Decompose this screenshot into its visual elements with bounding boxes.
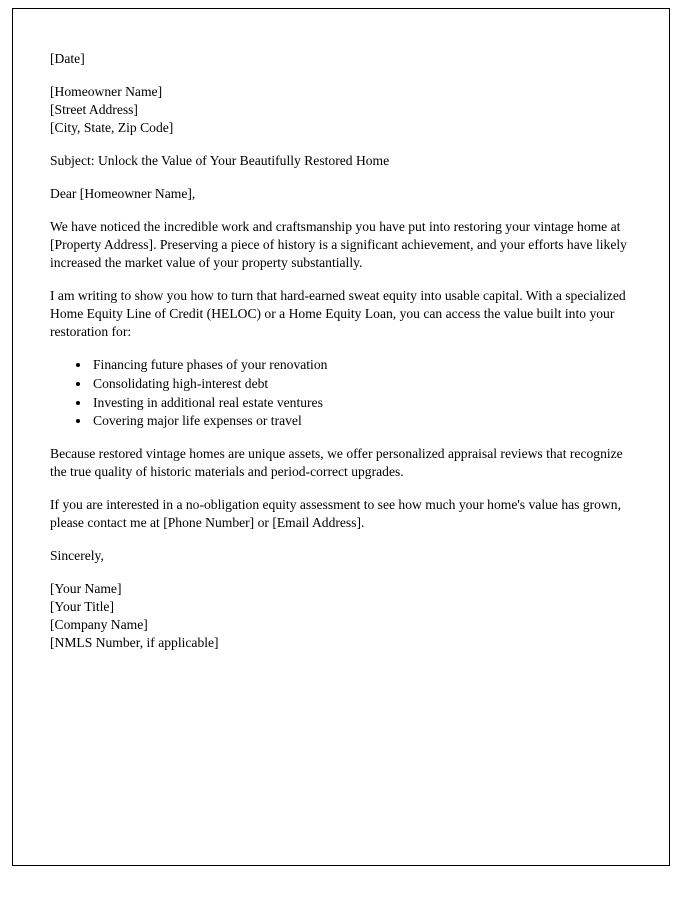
paragraph-intro: We have noticed the incredible work and craftsmanship you have put into restoring your vintage home at [Property Address]. Preserving a piece of history is a significant achievement, and your efforts have likely increased the market value of your property substantially. [50,219,627,270]
recipient-name: [Homeowner Name] [50,83,163,99]
signature-company: [Company Name] [50,617,148,633]
signature-title: [Your Title] [50,599,114,615]
closing-line: Sincerely, [50,548,104,564]
list-item: • Covering major life expenses or travel [91,412,629,430]
salutation: Dear [Homeowner Name], [50,186,196,202]
paragraph-offer: I am writing to show you how to turn that hard-earned sweat equity into usable capital. With a specialized Home Equity Line of Credit (HELOC) or a Home Equity Loan, you can access the value built into your restoration for: [50,287,626,339]
list-item: • Financing future phases of your renovation [91,356,629,374]
recipient-city-state-zip: [City, State, Zip Code] [50,120,174,136]
subject-line: Subject: Unlock the Value of Your Beautifully Restored Home [50,153,390,169]
letter-content [13,9,669,652]
list-item: • Consolidating high-interest debt [91,375,629,393]
letter-page [12,8,670,866]
signature-nmls: [NMLS Number, if applicable] [50,635,219,651]
paragraph-appraisal: Because restored vintage homes are unique assets, we offer personalized appraisal reviews that recognize the true quality of historic materials and period-correct upgrades. [50,446,623,480]
list-item: • Investing in additional real estate ventures [91,394,629,412]
recipient-address-block [50,83,629,137]
benefits-list [50,356,629,431]
recipient-street: [Street Address] [50,102,138,118]
signature-block [50,580,629,652]
signature-name: [Your Name] [50,581,122,597]
date-line: [Date] [50,51,85,66]
paragraph-contact: If you are interested in a no-obligation equity assessment to see how much your home's value has grown, please contact me at [Phone Number] or [Email Address]. [50,497,621,531]
